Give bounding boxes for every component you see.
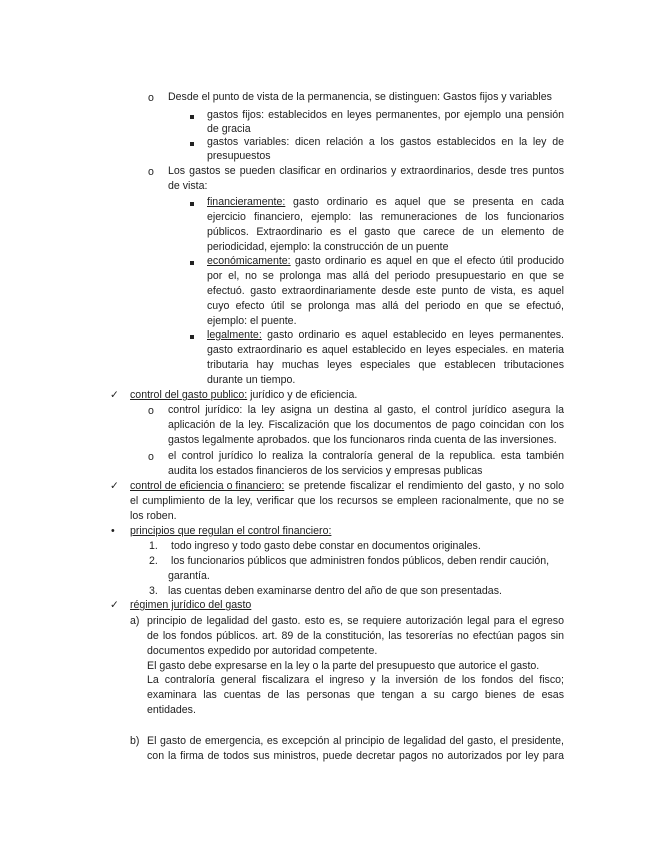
- principio-1: todo ingreso y todo gasto debe constar en documentos originales.: [171, 540, 481, 552]
- square-bullet: [190, 142, 194, 146]
- economicamente-line5: ejemplo: el puente.: [207, 315, 297, 327]
- sub-bullet: o: [148, 92, 154, 104]
- emergencia-line1: El gasto de emergencia, es excepción al principio de legalidad del gasto, el presidente,: [147, 735, 564, 747]
- financieramente-line4: periodicidad, ejemplo: la construcción de un puente: [207, 241, 449, 253]
- contraloria-line1: el control jurídico lo realiza la contraloría general de la republica. esta también: [168, 450, 564, 462]
- permanencia-intro: Desde el punto de vista de la permanencia, se distinguen: Gastos fijos y variables: [168, 91, 552, 103]
- legalidad-line4: El gasto debe expresarse en la ley o la parte del presupuesto que autorice el gasto.: [147, 660, 540, 672]
- eficiencia-line2: el cumplimiento de la ley, verificar que los recursos se empleen racionalmente, que no se: [130, 495, 564, 507]
- control-gasto-text: jurídico y de eficiencia.: [247, 389, 358, 401]
- square-bullet: [190, 115, 194, 119]
- contraloria-line2: audita los estados financieros de los servicios y empresas publicas: [168, 465, 483, 477]
- check-icon: ✓: [110, 599, 119, 611]
- eficiencia-label: control de eficiencia o financiero:: [130, 480, 285, 492]
- sub-bullet: o: [148, 166, 154, 178]
- emergencia-line2: con la firma de todos sus ministros, puede decretar pagos no autorizados por ley para: [147, 750, 564, 762]
- principio-3: las cuentas deben examinarse dentro del año de que son presentadas.: [168, 585, 502, 597]
- principio-2-line1: los funcionarios públicos que administren fondos públicos, deben rendir caución,: [171, 555, 550, 567]
- sub-bullet: o: [148, 451, 154, 463]
- legalidad-line6: examinara las cuentas de las personas que tengan a su cargo bienes de esas: [147, 689, 564, 701]
- economicamente-text: gasto ordinario es aquel en que el efecto útil producido: [290, 255, 564, 267]
- legalmente-line3: tributaria hay muchas leyes especiales que establecen tributaciones: [207, 359, 564, 371]
- financieramente-line2: ejercicio financiero, ejemplo: las remuneraciones de los funcionarios: [207, 211, 564, 223]
- economicamente-line3: efectuó. gasto extraordinariamente desde este punto de vista, es aquel: [207, 285, 564, 297]
- check-icon: ✓: [110, 480, 119, 492]
- economicamente-line1: [207, 255, 564, 268]
- financieramente-label: financieramente:: [207, 196, 286, 208]
- dot-bullet: •: [111, 525, 115, 537]
- legalmente-line2: gasto extraordinario es aquel establecido en leyes especiales. en materia: [207, 344, 564, 356]
- legalmente-text: gasto ordinario es aquel establecido en leyes permanentes.: [261, 329, 564, 341]
- legalidad-line3: documentos expedido por autoridad competente.: [147, 645, 378, 657]
- principios-heading: principios que regulan el control financiero:: [130, 525, 332, 537]
- legalmente-line1: [207, 329, 564, 342]
- square-bullet: [190, 261, 194, 265]
- legalidad-line7: entidades.: [147, 704, 196, 716]
- gastos-fijos-line1: gastos fijos: establecidos en leyes permanentes, por ejemplo una pensión: [207, 109, 564, 121]
- square-bullet: [190, 335, 194, 339]
- clasificar-intro-line1: Los gastos se pueden clasificar en ordinarios y extraordinarios, desde tres puntos: [168, 165, 564, 177]
- list-number: 2.: [149, 555, 158, 567]
- legalidad-line5: La contraloría general fiscalizara el ingreso y la inversión de los fondos del fisco;: [147, 674, 564, 686]
- gastos-variables-line2: presupuestos: [207, 150, 271, 162]
- eficiencia-line1: [130, 480, 564, 493]
- economicamente-label: económicamente:: [207, 255, 291, 267]
- eficiencia-line3: los roben.: [130, 510, 177, 522]
- economicamente-line4: cuyo efecto útil se prolonga mas allá del periodo en que se efectuó,: [207, 300, 564, 312]
- financieramente-line3: públicos. Extraordinario es el gasto que carece de un elemento de: [207, 226, 564, 238]
- control-juridico-line3: gastos legalmente aprobados. que los funcionaros rinda cuenta de las inversiones.: [168, 434, 557, 446]
- legalmente-label: legalmente:: [207, 329, 262, 341]
- check-icon: ✓: [110, 389, 119, 401]
- list-marker-a: a): [130, 615, 140, 627]
- clasificar-intro-line2: de vista:: [168, 180, 208, 192]
- eficiencia-text: se pretende fiscalizar el rendimiento del gasto, y no solo: [284, 480, 564, 492]
- control-gasto-label: control del gasto publico:: [130, 389, 248, 401]
- control-gasto-heading: [130, 389, 357, 402]
- control-juridico-line1: control jurídico: la ley asigna un destina al gasto, el control jurídico asegura la: [168, 404, 564, 416]
- financieramente-text: gasto ordinario es aquel que se presenta en cada: [285, 196, 564, 208]
- financieramente-line1: [207, 196, 564, 209]
- list-number: 3.: [149, 585, 158, 597]
- economicamente-line2: por el, no se prolonga mas allá del periodo presupuestario en que se: [207, 270, 564, 282]
- legalmente-line4: durante un tiempo.: [207, 374, 296, 386]
- square-bullet: [190, 202, 194, 206]
- gastos-fijos-line2: de gracia: [207, 123, 251, 135]
- regimen-heading: régimen jurídico del gasto: [130, 599, 252, 611]
- list-number: 1.: [149, 540, 158, 552]
- sub-bullet: o: [148, 405, 154, 417]
- gastos-variables-line1: gastos variables: dicen relación a los gastos establecidos en la ley de: [207, 136, 564, 148]
- control-juridico-line2: aplicación de la ley. Fiscalización que los documentos de pago coincidan con los: [168, 419, 564, 431]
- principio-2-line2: garantía.: [168, 570, 210, 582]
- legalidad-line1: principio de legalidad del gasto. esto es, se requiere autorización legal para el egreso: [147, 615, 564, 627]
- legalidad-line2: de los fondos públicos. art. 89 de la constitución, las tesorerías no efectúan pagos sin: [147, 630, 564, 642]
- list-marker-b: b): [130, 735, 140, 747]
